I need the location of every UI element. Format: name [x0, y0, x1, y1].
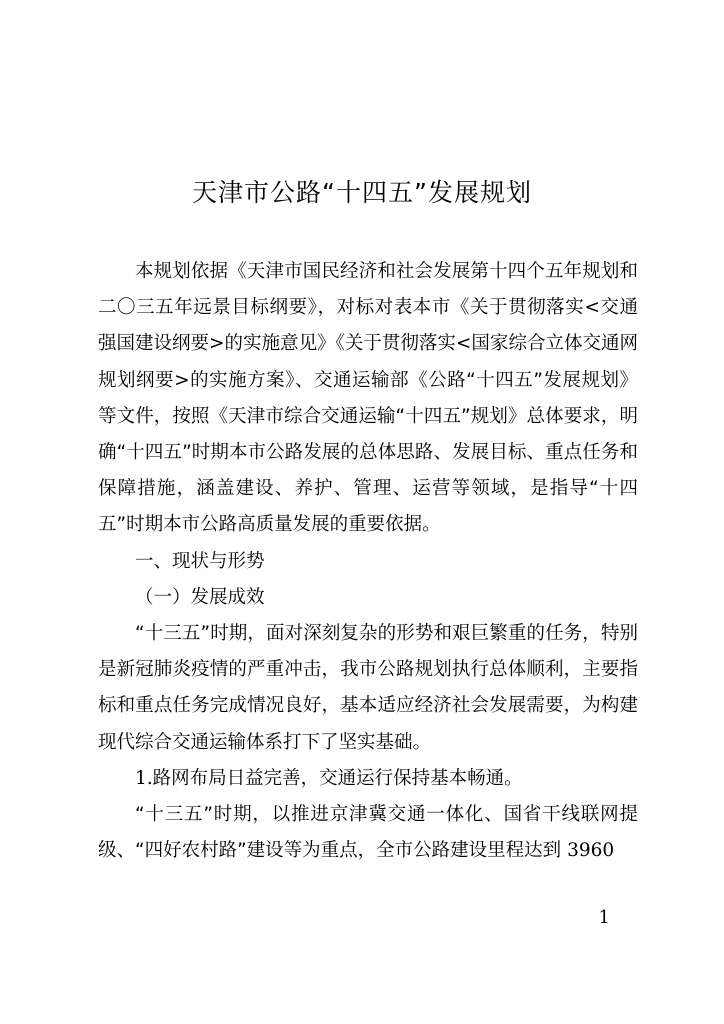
section-heading: 一、现状与形势	[135, 550, 265, 572]
item-number: 1.	[135, 767, 153, 789]
subsection-heading: （一）发展成效	[135, 586, 265, 608]
mileage-figure: 3960	[567, 840, 615, 862]
document-body	[98, 254, 638, 869]
paragraph-text: “十三五”时期，以推进京津冀交通一体化、国省干线联网提级、“四好农村路”建设等为重点，全市公路建设里程达到	[98, 804, 638, 862]
body-paragraph: “十三五”时期，面对深刻复杂的形势和艰巨繁重的任务，特别是新冠肺炎疫情的严重冲击，我市公路规划执行总体顺利，主要指标和重点任务完成情况良好，基本适应经济社会发展需要，为构建现代综合交通运输体系打下了坚实基础。	[98, 623, 638, 753]
numbered-item	[98, 761, 638, 797]
page-title: 天津市公路“十四五”发展规划	[192, 178, 532, 207]
item-text: 路网布局日益完善，交通运行保持基本畅通。	[152, 767, 523, 789]
page-number: 1	[598, 907, 610, 928]
body-paragraph	[98, 797, 638, 869]
intro-paragraph: 本规划依据《天津市国民经济和社会发展第十四个五年规划和二〇三五年远景目标纲要》，对标对表本市《关于贯彻落实<交通强国建设纲要>的实施意见》《关于贯彻落实<国家综合立体交通网规划纲要>的实施方案》、交通运输部《公路“十四五”发展规划》等文件，按照《天津市综合交通运输“十四五”规划》总体要求，明确“十四五”时期本市公路发展的总体思路、发展目标、重点任务和保障措施，涵盖建设、养护、管理、运营等领域，是指导“十四五”时期本市公路高质量发展的重要依据。	[98, 261, 638, 536]
